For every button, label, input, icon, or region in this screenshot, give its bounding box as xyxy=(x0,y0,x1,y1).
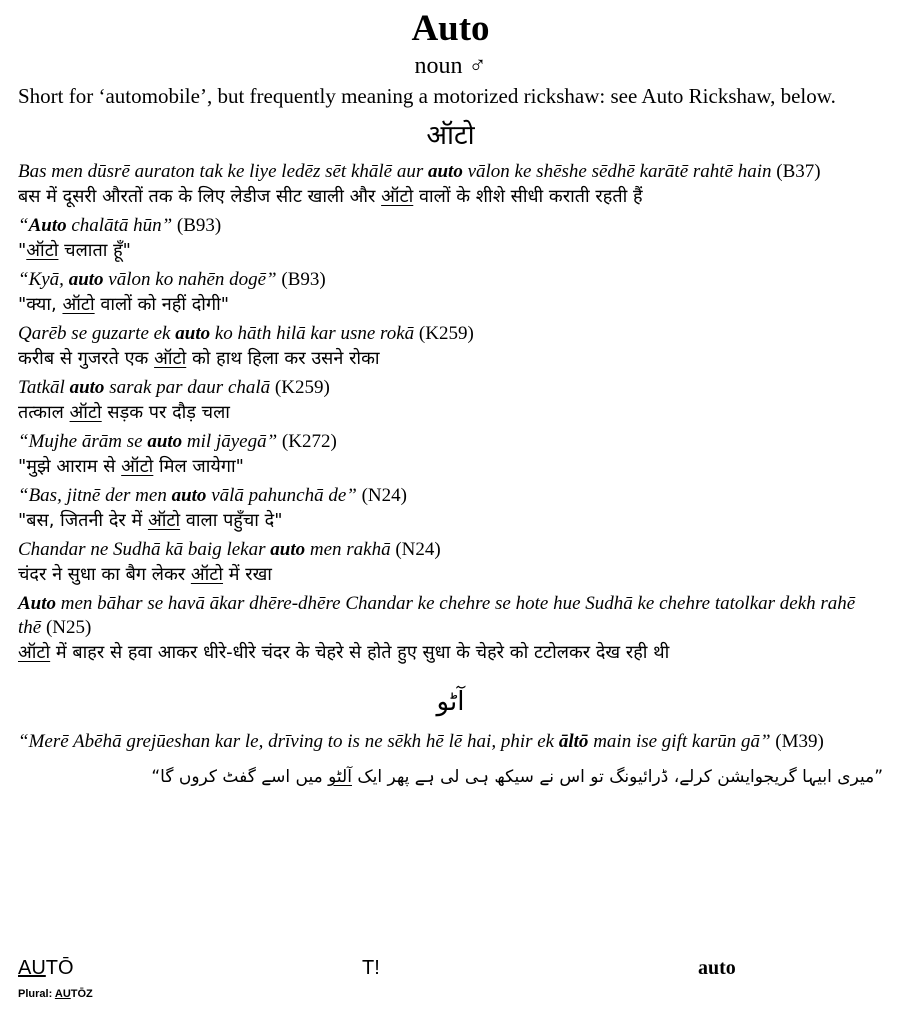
text-segment: करीब से गुजरते एक xyxy=(18,348,155,369)
text-segment: सड़क पर दौड़ चला xyxy=(101,402,230,423)
examples-list xyxy=(18,160,883,666)
source-ref: (B37) xyxy=(771,161,821,182)
unstressed-syllable: TŌ xyxy=(45,957,74,979)
keyword: auto xyxy=(68,269,104,290)
source-ref: (B93) xyxy=(276,269,326,290)
text-segment: main ise gift karūn gā” xyxy=(588,731,771,752)
example-item xyxy=(18,214,883,264)
keyword: آلٹو xyxy=(328,767,352,787)
text-segment: “Kyā, xyxy=(18,269,69,290)
example-hindi xyxy=(18,400,883,426)
text-segment: mil jāyegā” xyxy=(182,431,278,452)
text-segment: बस में दूसरी औरतों तक के लिए लेडीज सीट खाली और xyxy=(18,186,382,207)
text-segment: को हाथ हिला कर उसने रोका xyxy=(186,348,380,369)
keyword: auto xyxy=(69,377,105,398)
example-item xyxy=(18,484,883,534)
example-item xyxy=(18,538,883,588)
dictionary-entry xyxy=(18,6,883,796)
example-romanized xyxy=(18,484,883,508)
urdu-headword: آٹو xyxy=(436,687,465,717)
example-hindi xyxy=(18,346,883,372)
example-hindi xyxy=(18,562,883,588)
text-segment: चंदर ने सुधा का बैग लेकर xyxy=(18,564,191,585)
keyword: ऑटो xyxy=(190,564,224,585)
example-romanized xyxy=(18,322,883,346)
example-item xyxy=(18,160,883,210)
keyword: ऑटो xyxy=(121,456,154,477)
text-segment: वालों को नहीं दोगी" xyxy=(94,294,230,315)
keyword: auto xyxy=(270,539,306,560)
stressed-syllable: AU xyxy=(18,957,46,979)
text-segment: “Merē Abēhā grejūeshan kar le, drīving to is ne sēkh hē lē hai, phir ek xyxy=(18,731,559,752)
phonetic-key: T! xyxy=(362,957,380,979)
source-ref: (N24) xyxy=(356,485,407,506)
example-romanized xyxy=(18,376,883,400)
example-hindi xyxy=(18,454,883,480)
example-romanized xyxy=(18,592,883,640)
text-segment: Qarēb se guzarte ek xyxy=(18,323,176,344)
blackletter-form: auto xyxy=(698,957,736,979)
headword: Auto xyxy=(411,8,490,49)
example-romanized xyxy=(18,538,883,562)
source-ref: (N24) xyxy=(390,539,441,560)
plural-form xyxy=(18,988,93,1000)
keyword: auto xyxy=(427,161,463,182)
urdu-example-romanized xyxy=(18,730,883,754)
stressed-syllable: AU xyxy=(54,988,71,1000)
example-hindi xyxy=(18,238,883,264)
text-segment: vālon ko nahēn dogē” xyxy=(103,269,277,290)
keyword: Auto xyxy=(18,593,57,614)
text-segment: vālā pahunchā de” xyxy=(206,485,357,506)
text-segment: "बस, जितनी देर में xyxy=(18,510,148,531)
urdu-example-script xyxy=(18,762,883,792)
text-segment: Chandar ne Sudhā kā baig lekar xyxy=(18,539,271,560)
example-item xyxy=(18,376,883,426)
example-hindi xyxy=(18,508,883,534)
text-segment: में रखा xyxy=(223,564,272,585)
example-item xyxy=(18,322,883,372)
example-item xyxy=(18,430,883,480)
text-segment: में बाहर से हवा आकर धीरे-धीरे चंदर के चेहरे से होते हुए सुधा के चेहरे को टटोलकर देख रही थी xyxy=(50,642,670,663)
text-segment: “Bas, jitnē der men xyxy=(18,485,172,506)
text-segment: "क्या, xyxy=(18,294,63,315)
part-of-speech: noun ♂ xyxy=(414,53,487,79)
text-segment: ”میری ابیہا گریجوایشن کرلے، ڈرائیونگ تو اس نے سیکھ ہی لی ہے پھر ایک xyxy=(351,767,883,787)
definition: Short for ‘automobile’, but frequently meaning a motorized rickshaw: see Auto Rickshaw, below. xyxy=(18,84,836,108)
text-segment: men bāhar se havā ākar dhēre-dhēre Chandar ke chehre se hote hue Sudhā ke chehre tatolkar dekh rahē thē xyxy=(18,593,856,638)
example-hindi xyxy=(18,292,883,318)
text-segment: ko hāth hilā kar usne rokā xyxy=(210,323,415,344)
keyword: ऑटो xyxy=(147,510,181,531)
keyword: auto xyxy=(175,323,211,344)
keyword: Auto xyxy=(28,215,67,236)
text-segment: चलाता हूँ" xyxy=(58,240,131,261)
keyword: āltō xyxy=(558,731,589,752)
example-romanized xyxy=(18,430,883,454)
text-segment: तत्काल xyxy=(18,402,70,423)
source-ref: (K259) xyxy=(270,377,330,398)
text-segment: " xyxy=(18,240,27,261)
text-segment: “Mujhe ārām se xyxy=(18,431,148,452)
text-segment: Bas men dūsrē auraton tak ke liye ledēz sēt khālē aur xyxy=(18,161,428,182)
text-segment: “ xyxy=(18,215,29,236)
keyword: ऑटो xyxy=(62,294,95,315)
source-ref: (K259) xyxy=(414,323,474,344)
text-segment: men rakhā xyxy=(305,539,391,560)
text-segment: Tatkāl xyxy=(18,377,70,398)
transliteration-footer xyxy=(18,957,883,989)
source-ref: (N25) xyxy=(41,617,92,638)
example-hindi xyxy=(18,640,883,666)
source-ref: (K272) xyxy=(277,431,337,452)
example-item xyxy=(18,268,883,318)
source-ref: (B93) xyxy=(172,215,222,236)
text-segment: chalātā hūn” xyxy=(66,215,173,236)
hindi-headword: ऑटो xyxy=(426,120,475,151)
plural-label: Plural: xyxy=(18,988,55,1000)
keyword: ऑटो xyxy=(381,186,414,207)
text-segment: میں اسے گفٹ کروں گا“ xyxy=(151,767,329,787)
text-segment: वालों के शीशे सीधी कराती रहती हैं xyxy=(413,186,643,207)
text-segment: वाला पहुँचा दे" xyxy=(180,510,283,531)
text-segment: मिल जायेगा" xyxy=(153,456,244,477)
keyword: ऑटो xyxy=(154,348,187,369)
example-item xyxy=(18,592,883,666)
example-hindi xyxy=(18,184,883,210)
keyword: ऑटो xyxy=(18,642,51,663)
example-romanized xyxy=(18,160,883,184)
text-segment: vālon ke shēshe sēdhē karātē rahtē hain xyxy=(462,161,772,182)
keyword: ऑटो xyxy=(69,402,102,423)
example-romanized xyxy=(18,268,883,292)
keyword: ऑटो xyxy=(26,240,59,261)
keyword: auto xyxy=(147,431,183,452)
unstressed-syllable: TŌZ xyxy=(70,988,93,1000)
source-ref: (M39) xyxy=(770,731,824,752)
text-segment: "मुझे आराम से xyxy=(18,456,122,477)
roman-transliteration xyxy=(18,957,74,980)
keyword: auto xyxy=(171,485,207,506)
example-romanized xyxy=(18,214,883,238)
text-segment: sarak par daur chalā xyxy=(104,377,271,398)
